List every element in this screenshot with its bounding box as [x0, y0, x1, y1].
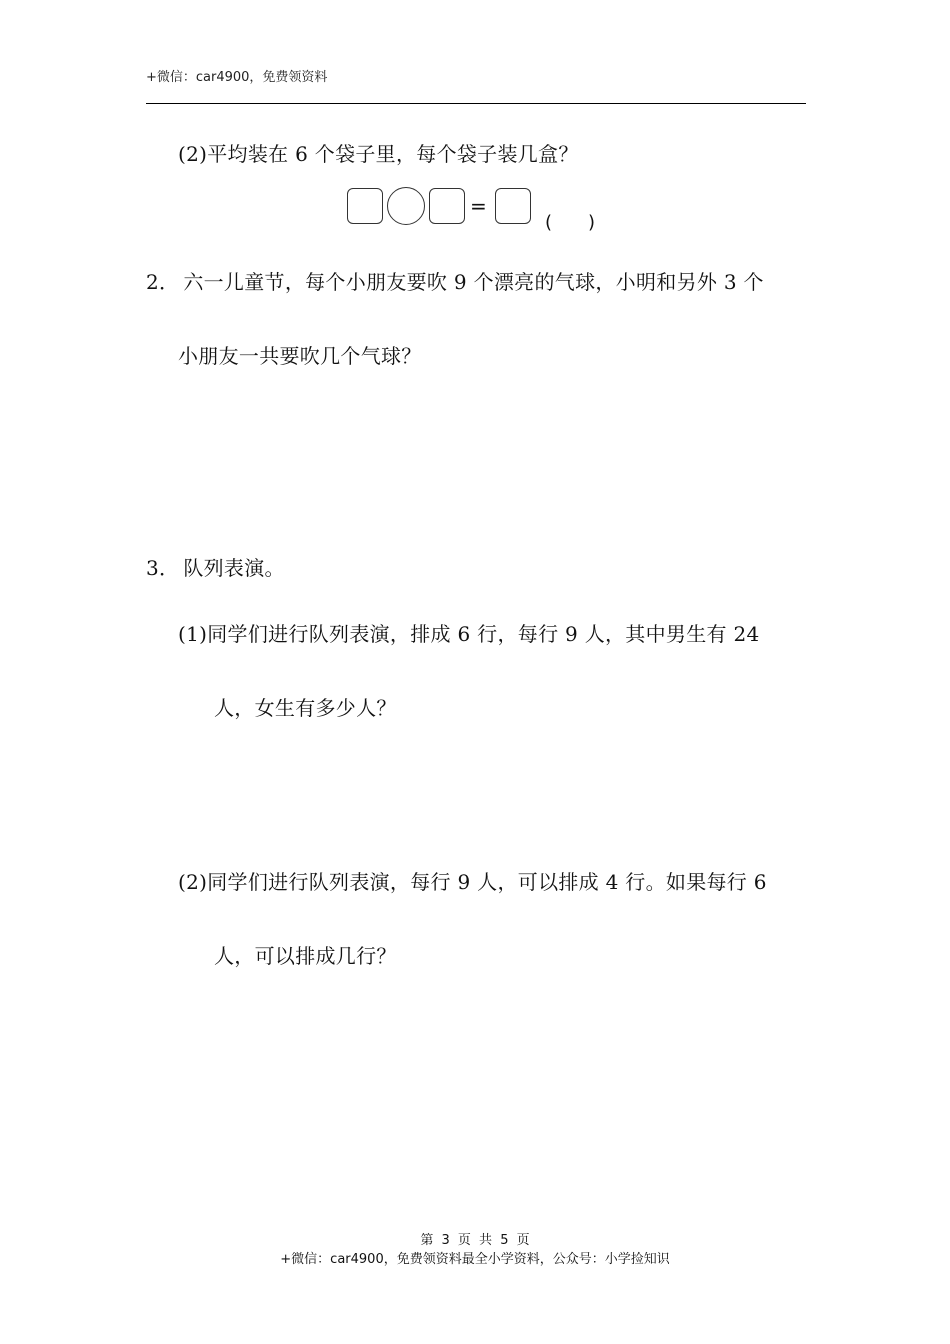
formula-box-divisor[interactable]	[429, 188, 465, 224]
question-2-line-1	[146, 266, 764, 295]
question-3-part-2-line-1: (2)同学们进行队列表演，每行 9 人，可以排成 4 行。如果每行 6	[178, 870, 767, 894]
question-3-part-1-line-2: 人，女生有多少人？	[214, 696, 397, 720]
question-3-title	[146, 552, 285, 581]
question-3-part-2-line-2: 人，可以排成几行？	[214, 944, 397, 968]
question-3-number: 3．	[146, 556, 180, 580]
header-note: +微信：car4900，免费领资料	[146, 70, 328, 85]
footer-note: +微信：car4900，免费领资料最全小学资料，公众号：小学捡知识	[280, 1252, 670, 1267]
question-2-text-1: 六一儿童节，每个小朋友要吹 9 个漂亮的气球，小明和另外 3 个	[183, 270, 764, 294]
question-3-title-text: 队列表演。	[183, 556, 285, 580]
question-1-part-2: (2)平均装在 6 个袋子里，每个袋子装几盒？	[178, 142, 579, 166]
formula-equals-sign: =	[470, 194, 487, 218]
question-3-part-1-line-1: (1)同学们进行队列表演，排成 6 行，每行 9 人，其中男生有 24	[178, 622, 760, 646]
formula-circle-operator[interactable]	[387, 187, 425, 225]
formula-unit-paren[interactable]: ( )	[545, 212, 596, 233]
answer-formula	[347, 186, 617, 233]
question-2-number: 2．	[146, 270, 180, 294]
formula-box-dividend[interactable]	[347, 188, 383, 224]
question-2-line-2: 小朋友一共要吹几个气球？	[178, 344, 422, 368]
formula-box-result[interactable]	[495, 188, 531, 224]
header-divider	[146, 103, 806, 104]
page-number: 第 3 页 共 5 页	[420, 1233, 530, 1248]
